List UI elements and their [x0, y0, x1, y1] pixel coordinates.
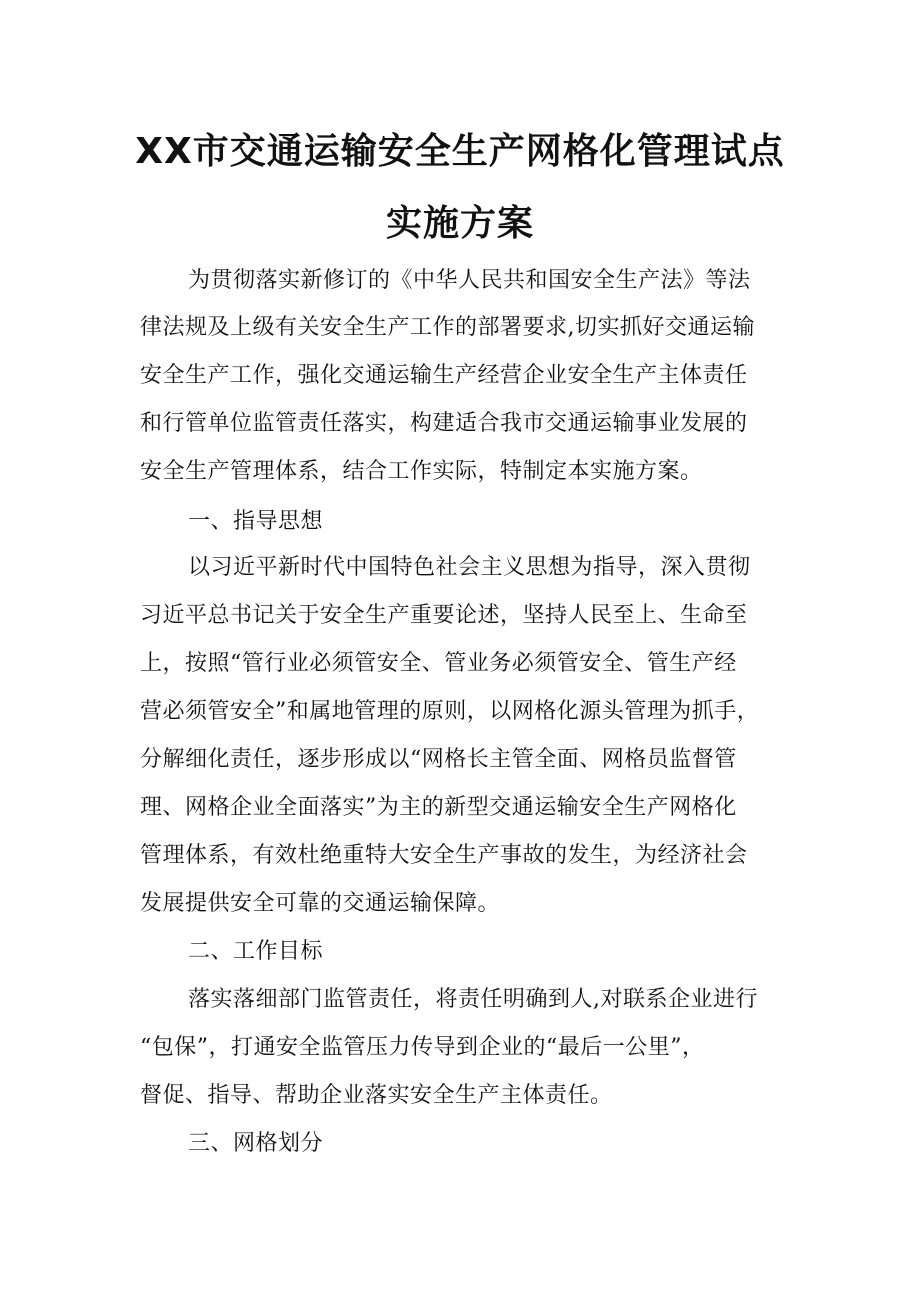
document-title-line-2: 实施方案: [385, 203, 534, 244]
paragraph-line: “包保”，打通安全监管压力传导到企业的“最后一公里”，: [140, 1035, 705, 1060]
paragraph-line: 和行管单位监管责任落实，构建适合我市交通运输事业发展的: [140, 411, 748, 436]
section-heading: 三、网格划分: [188, 1131, 324, 1156]
paragraph-line: 律法规及上级有关安全生产工作的部署要求,切实抓好交通运输: [140, 315, 755, 340]
paragraph-line: 以习近平新时代中国特色社会主义思想为指导，深入贯彻: [188, 555, 751, 580]
paragraph-line: 习近平总书记关于安全生产重要论述，坚持人民至上、生命至: [140, 603, 748, 628]
paragraph-line: 分解细化责任，逐步形成以“网格长主管全面、网格员监督管: [140, 747, 737, 772]
paragraph-line: 营必须管安全”和属地管理的原则，以网格化源头管理为抓手，: [140, 699, 760, 724]
section-heading: 一、指导思想: [188, 509, 324, 534]
paragraph-line: 落实落细部门监管责任，将责任明确到人,对联系企业进行: [188, 987, 758, 1012]
paragraph-line: 为贯彻落实新修订的《中华人民共和国安全生产法》等法: [188, 268, 751, 293]
document-title-line-1: XX市交通运输安全生产网格化管理试点: [135, 131, 785, 172]
paragraph-line: 理、网格企业全面落实”为主的新型交通运输安全生产网格化: [140, 795, 737, 820]
paragraph-line: 督促、指导、帮助企业落实安全生产主体责任。: [140, 1083, 613, 1108]
paragraph-line: 安全生产管理体系，结合工作实际，特制定本实施方案。: [140, 459, 703, 484]
section-heading: 二、工作目标: [188, 939, 324, 964]
paragraph-line: 安全生产工作，强化交通运输生产经营企业安全生产主体责任: [140, 363, 748, 388]
paragraph-line: 发展提供安全可靠的交通运输保障。: [140, 891, 501, 916]
paragraph-line: 管理体系，有效杜绝重特大安全生产事故的发生，为经济社会: [140, 843, 748, 868]
paragraph-line: 上，按照“管行业必须管安全、管业务必须管安全、管生产经: [140, 651, 737, 676]
